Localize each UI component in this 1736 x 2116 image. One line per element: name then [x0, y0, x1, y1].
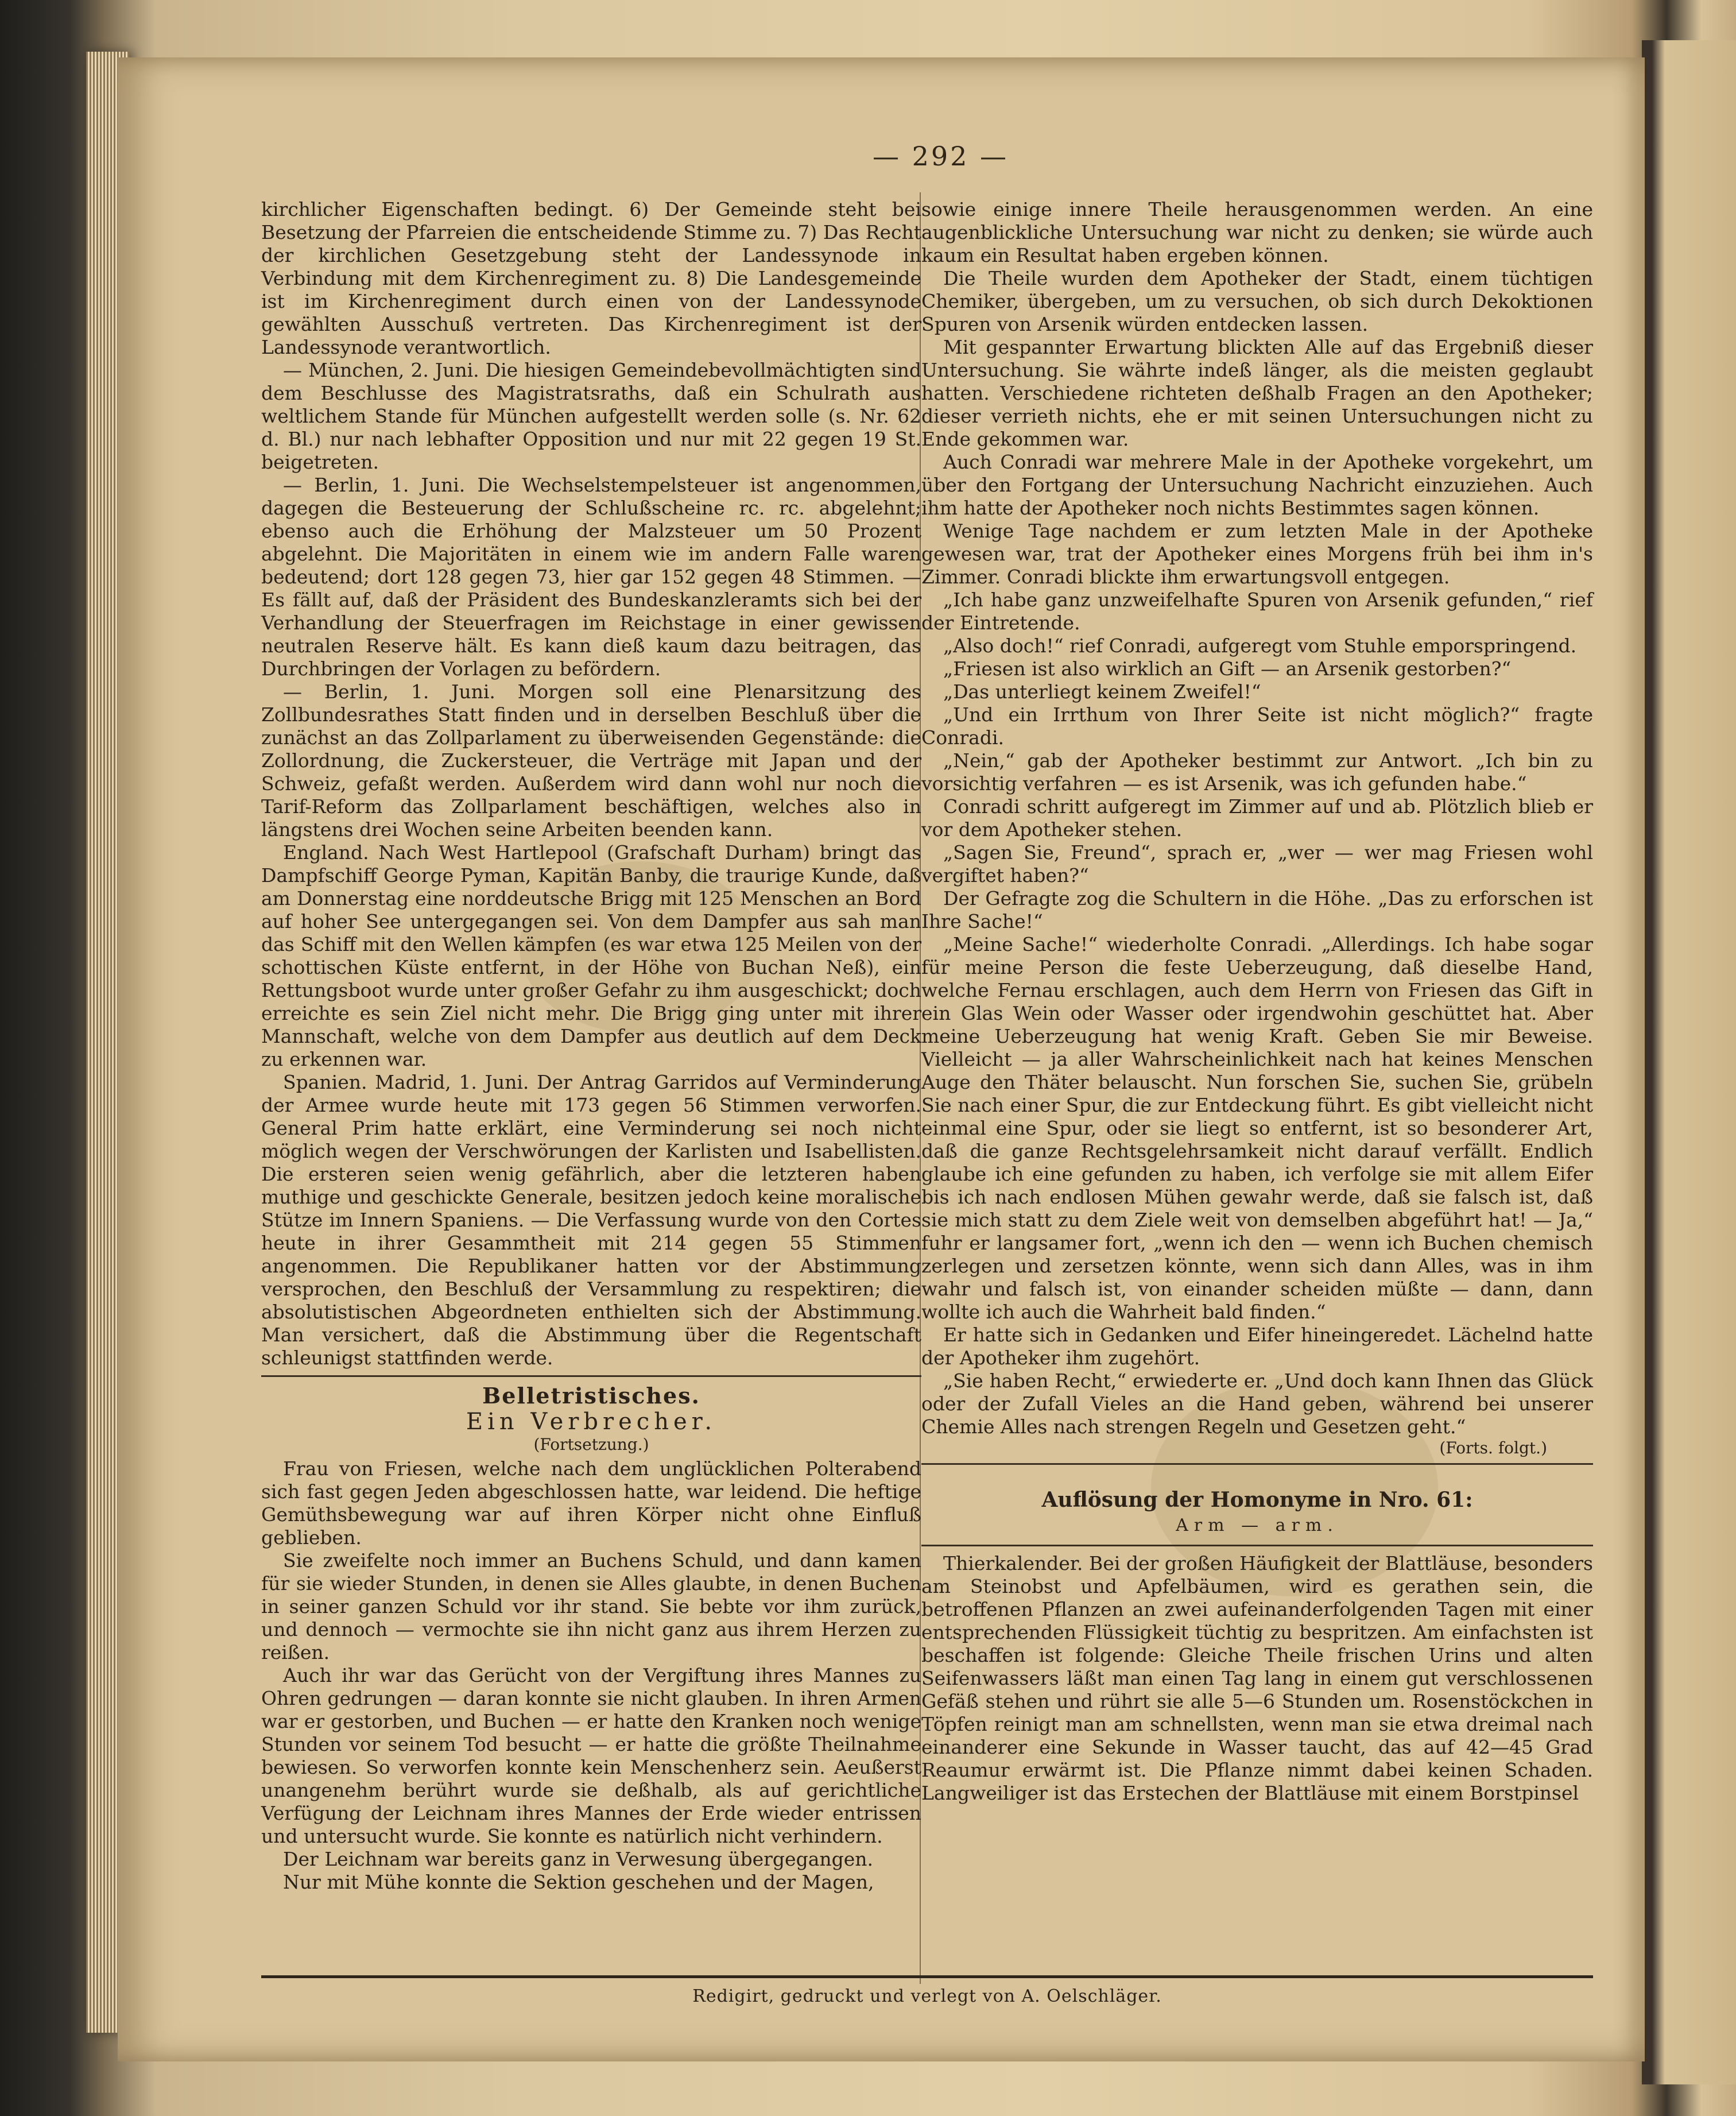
story-paragraph: „Das unterliegt keinem Zweifel!“: [943, 680, 1261, 703]
story-paragraph: Frau von Friesen, welche nach dem unglücklichen Polterabend sich fast gegen Jeden abgeschlossen hatte, war leidend. Die heftige Gemüthsbewegung war auf ihren Körper nicht ohne Einfluß geblieben.: [261, 1457, 921, 1549]
story-paragraph: „Und ein Irrthum von Ihrer Seite ist nicht möglich?“ fragte Conradi.: [921, 703, 1593, 749]
puzzle-solution-answer: Arm — arm.: [1176, 1515, 1339, 1535]
news-paragraph: — Berlin, 1. Juni. Die Wechselstempelsteuer ist angenommen, dagegen die Besteuerung der Schlußscheine rc. rc. abgelehnt; ebenso auch die Erhöhung der Malzsteuer um 50 Prozent abgelehnt. Die Majoritäten in einem wie im andern Falle waren bedeutend; dort 128 gegen 73, hier gar 152 gegen 48 Stimmen. — Es fällt auf, daß der Präsident des Bundeskanzleramts sich bei der Verhandlung der Steuerfragen im Reichstage in einer gewissen neutralen Reserve hält. Es kann dieß kaum dazu beitragen, das Durchbringen der Vorlagen zu befördern.: [261, 474, 921, 680]
story-paragraph: Er hatte sich in Gedanken und Eifer hineingeredet. Lächelnd hatte der Apotheker ihm zugehört.: [921, 1324, 1593, 1369]
facing-page-edge: [1642, 40, 1736, 2084]
news-paragraph: kirchlicher Eigenschaften bedingt. 6) Der Gemeinde steht bei Besetzung der Pfarreien die entscheidende Stimme zu. 7) Das Recht der kirchlichen Gesetzgebung steht der Landessynode in Verbindung mit dem Kirchenregiment zu. 8) Die Landesgemeinde ist im Kirchenregiment durch einen von der Landessynode gewählten Ausschuß vertreten. Das Kirchenregiment ist der Landessynode verantwortlich.: [261, 198, 921, 358]
calendar-paragraph: Thierkalender. Bei der großen Häufigkeit der Blattläuse, besonders am Steinobst und Apfelbäumen, wird es gerathen sein, die betroffenen Pflanzen an zwei aufeinanderfolgenden Tagen mit einer entsprechenden Flüssigkeit tüchtig zu bespritzen. Am einfachsten ist beschaffen ist folgende: Gleiche Theile frischen Urins und alten Seifenwassers läßt man einen Tag lang in einem gut verschlossenen Gefäß stehen und rührt sie alle 5—6 Stunden um. Rosenstöckchen in Töpfen reinigt man am schnellsten, wenn man sie etwa dreimal nach einanderer eine Sekunde in Wasser taucht, das auf 42—45 Grad Reaumur erwärmt ist. Die Pflanze nimmt dabei keinen Schaden. Langweiliger ist das Erstechen der Blattläuse mit einem Borstpinsel: [921, 1552, 1593, 1804]
story-paragraph: „Also doch!“ rief Conradi, aufgeregt vom Stuhle emporspringend.: [943, 635, 1577, 657]
section-rule: [921, 1545, 1593, 1546]
story-paragraph: Die Theile wurden dem Apotheker der Stadt, einem tüchtigen Chemiker, übergeben, um zu versuchen, ob sich durch Dekoktionen Spuren von Arsenik würden entdecken lassen.: [921, 267, 1593, 335]
story-paragraph: Auch Conradi war mehrere Male in der Apotheke vorgekehrt, um über den Fortgang der Untersuchung Nachricht einzuziehen. Auch ihm hatte der Apotheker noch nichts Bestimmtes sagen können.: [921, 451, 1593, 519]
right-column: [921, 198, 1593, 1805]
news-paragraph: — Berlin, 1. Juni. Morgen soll eine Plenarsitzung des Zollbundesrathes Statt finden und in derselben Beschluß über die zunächst an das Zollparlament zu überweisenden Gegenstände: die Zollordnung, die Zuckersteuer, die Verträge mit Japan und der Schweiz, gefaßt werden. Außerdem wird dann wohl nur noch die Tarif-Reform das Zollparlament beschäftigen, welches also in längstens drei Wochen seine Arbeiten beenden kann.: [261, 680, 921, 841]
left-column: [261, 198, 921, 1894]
story-paragraph: Sie zweifelte noch immer an Buchens Schuld, und dann kamen für sie wieder Stunden, in denen sie Alles glaubte, in denen Buchen in seiner ganzen Schuld vor ihr stand. Sie bebte vor ihm zurück, und dennoch — vermochte sie ihn nicht ganz aus ihrem Herzen zu reißen.: [261, 1549, 921, 1664]
story-paragraph: „Friesen ist also wirklich an Gift — an Arsenik gestorben?“: [943, 657, 1512, 680]
section-rule: [261, 1375, 921, 1377]
puzzle-solution-title: Auflösung der Homonyme in Nro. 61:: [1041, 1488, 1473, 1512]
continued-note: (Forts. folgt.): [1439, 1438, 1547, 1457]
story-paragraph: „Ich habe ganz unzweifelhafte Spuren von Arsenik gefunden,“ rief der Eintretende.: [921, 589, 1593, 634]
section-rule: [921, 1463, 1593, 1465]
story-paragraph: Mit gespannter Erwartung blickten Alle auf das Ergebniß dieser Untersuchung. Sie währte indeß länger, als die meisten geglaubt hatten. Verschiedene richteten deßhalb Fragen an den Apotheker; dieser verrieth nichts, ehe er mit seinen Untersuchungen nicht zu Ende gekommen war.: [921, 336, 1593, 450]
story-paragraph: „Meine Sache!“ wiederholte Conradi. „Allerdings. Ich habe sogar für meine Person die feste Ueberzeugung, daß dieselbe Hand, welche Fernau erschlagen, auch dem Herrn von Friesen das Gift in ein Glas Wein oder Wasser oder irgendwohin geschüttet hat. Aber meine Ueberzeugung hat wenig Kraft. Geben Sie mir Beweise. Vielleicht — ja aller Wahrscheinlichkeit nach hat keines Menschen Auge den Thäter belauscht. Nun forschen Sie, suchen Sie, grübeln Sie nach einer Spur, die zur Entdeckung führt. Es gibt vielleicht nicht einmal eine Spur, oder sie liegt so entfernt, ist so besonderer Art, daß die ganze Rechtsgelehrsamkeit nicht darauf verfällt. Endlich glaube ich eine gefunden zu haben, ich verfolge sie mit allem Eifer bis ich nach endlosen Mühen gewahr werde, daß sie falsch ist, daß sie mich statt zu dem Ziele weit von demselben abgeführt hat! — Ja,“ fuhr er langsamer fort, „wenn ich den — wenn ich Buchen chemisch zerlegen und zersetzen könnte, wenn sich dann Alles, was in ihm wahr und falsch ist, von einander scheiden müßte — dann, dann wollte ich auch die Wahrheit bald finden.“: [921, 933, 1593, 1323]
story-paragraph: Der Leichnam war bereits ganz in Verwesung übergegangen.: [283, 1848, 874, 1870]
story-paragraph: Nur mit Mühe konnte die Sektion geschehen und der Magen,: [283, 1871, 874, 1893]
feuilleton-heading: Belletristisches.: [482, 1383, 700, 1409]
page-number: — 292 —: [873, 141, 1009, 172]
story-paragraph: Auch ihr war das Gerücht von der Vergiftung ihres Mannes zu Ohren gedrungen — daran konnte sie nicht glauben. In ihren Armen war er gestorben, und Buchen — er hatte den Kranken noch wenige Stunden vor seinem Tod besucht — er hatte die größte Theilnahme bewiesen. So verworfen konnte kein Menschenherz sein. Aeußerst unangenehm berührt wurde sie deßhalb, als auf gerichtliche Verfügung der Leichnam ihres Mannes der Erde wieder entrissen und untersucht wurde. Sie konnte es natürlich nicht verhindern.: [261, 1664, 921, 1847]
story-paragraph: „Nein,“ gab der Apotheker bestimmt zur Antwort. „Ich bin zu vorsichtig verfahren — es ist Arsenik, was ich gefunden habe.“: [921, 749, 1593, 795]
news-paragraph: Spanien. Madrid, 1. Juni. Der Antrag Garridos auf Verminderung der Armee wurde heute mit 173 gegen 56 Stimmen verworfen. General Prim hatte erklärt, eine Verminderung sei noch nicht möglich wegen der Verschwörungen der Karlisten und Isabellisten. Die ersteren seien wenig gefährlich, aber die letzteren haben muthige und geschickte Generale, besitzen jedoch keine moralische Stütze im Innern Spaniens. — Die Verfassung wurde von den Cortes heute in ihrer Gesammtheit mit 214 gegen 55 Stimmen angenommen. Die Republikaner hatten vor der Abstimmung versprochen, den Beschluß der Versammlung zu respektiren; die absolutistischen Abgeordneten enthielten sich der Abstimmung. Man versichert, daß die Abstimmung über die Regentschaft schleunigst stattfinden werde.: [261, 1071, 921, 1369]
story-paragraph: „Sie haben Recht,“ erwiederte er. „Und doch kann Ihnen das Glück oder der Zufall Vieles an die Hand geben, während bei unserer Chemie Alles nach strengen Regeln und Gesetzen geht.“: [921, 1370, 1593, 1438]
news-paragraph: — München, 2. Juni. Die hiesigen Gemeindebevollmächtigten sind dem Beschlusse des Magistratsraths, daß ein Schulrath aus weltlichem Stande für München aufgestellt werden solle (s. Nr. 62 d. Bl.) nur nach lebhafter Opposition und nur mit 22 gegen 19 St. beigetreten.: [261, 359, 921, 473]
story-paragraph: Wenige Tage nachdem er zum letzten Male in der Apotheke gewesen war, trat der Apotheker eines Morgens früh bei ihm in's Zimmer. Conradi blickte ihm erwartungsvoll entgegen.: [921, 520, 1593, 588]
story-paragraph: Der Gefragte zog die Schultern in die Höhe. „Das zu erforschen ist Ihre Sache!“: [921, 887, 1593, 933]
story-paragraph: sowie einige innere Theile herausgenommen werden. An eine augenblickliche Untersuchung war nicht zu denken; sie würde auch kaum ein Resultat haben ergeben können.: [921, 198, 1593, 266]
story-paragraph: „Sagen Sie, Freund“, sprach er, „wer — wer mag Friesen wohl vergiftet haben?“: [921, 841, 1593, 887]
news-paragraph: England. Nach West Hartlepool (Grafschaft Durham) bringt das Dampfschiff George Pyman, Kapitän Banby, die traurige Kunde, daß am Donnerstag eine norddeutsche Brigg mit 125 Menschen an Bord auf hoher See untergegangen sei. Von dem Dampfer aus sah man das Schiff mit den Wellen kämpfen (es war etwa 125 Meilen von der schottischen Küste entfernt, in der Höhe von Buchan Neß), ein Rettungsboot wurde unter großer Gefahr zu ihm ausgeschickt; doch erreichte es sein Ziel nicht mehr. Die Brigg ging unter mit ihrer Mannschaft, welche von dem Dampfer aus deutlich auf dem Deck zu erkennen war.: [261, 841, 921, 1070]
story-paragraph: Conradi schritt aufgeregt im Zimmer auf und ab. Plötzlich blieb er vor dem Apotheker stehen.: [921, 795, 1593, 841]
imprint-line: Redigirt, gedruckt und verlegt von A. Oelschläger.: [261, 1975, 1593, 2006]
feuilleton-note: (Fortsetzung.): [533, 1435, 649, 1454]
feuilleton-title: Ein Verbrecher.: [466, 1409, 717, 1435]
